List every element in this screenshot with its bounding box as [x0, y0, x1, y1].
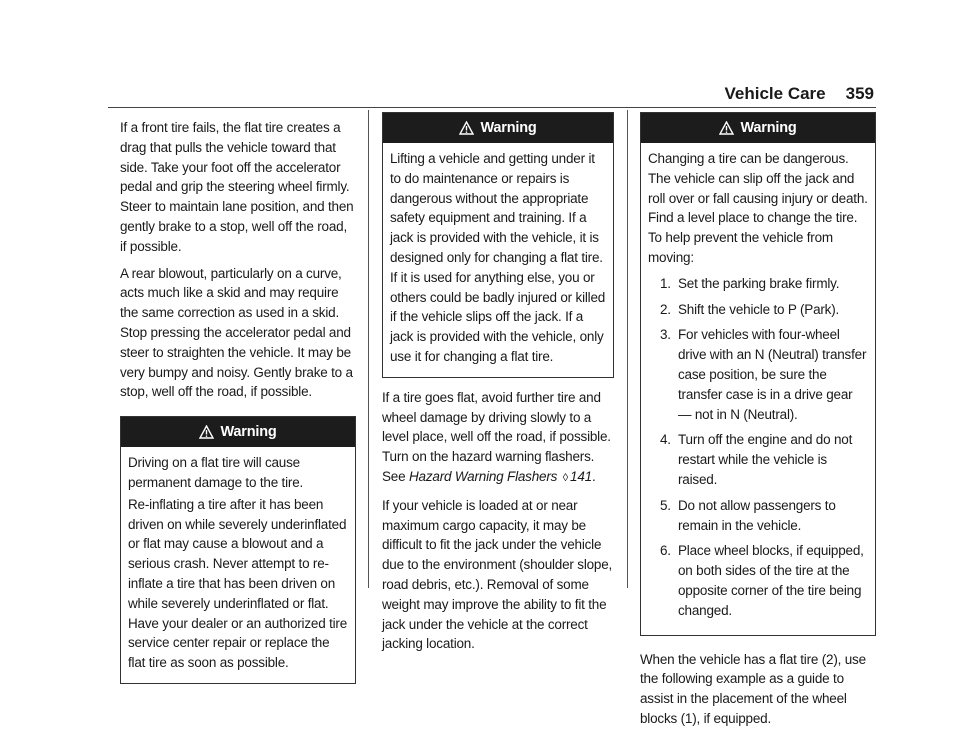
warning-triangle-icon [719, 116, 734, 146]
page-header [725, 84, 875, 104]
warning-body [641, 143, 875, 635]
column-3 [640, 112, 876, 736]
column-divider-2 [627, 110, 628, 588]
column-1 [120, 118, 356, 694]
paragraph-wheel-blocks: When the vehicle has a flat tire (2), use the following example as a guide to assist in the placement of the wheel blocks (1), if equipped. [640, 651, 866, 726]
warning-box-jack [382, 112, 614, 378]
warning-triangle-icon [199, 420, 214, 450]
paragraph-cargo: If your vehicle is loaded at or near maximum cargo capacity, it may be difficult to fit the jack under the vehicle due to the environment (shoulder slope, road debris, etc.). Removal of some weight may improve the ability to fit the jack under the vehicle at the correct jacking location. [382, 497, 613, 652]
list-item: 2. Shift the vehicle to P (Park). [660, 301, 840, 317]
section-title: Vehicle Care [724, 84, 826, 103]
warning-label: Warning [480, 120, 537, 136]
list-item: 3. For vehicles with four-wheel drive with an N (Neutral) transfer case position, be sure the transfer case is in a drive gear — not in N (Neutral). [660, 327, 867, 422]
warning-header [383, 113, 613, 143]
paragraph-front-tire: If a front tire fails, the flat tire creates a drag that pulls the vehicle toward that side. Take your foot off the accelerator pedal and grip the steering wheel firmly. Steer to maintain lane position, and then gently brake to a stop, well off the road, if possible. [120, 120, 354, 254]
warning-box-changing-tire [640, 112, 876, 636]
warning-label: Warning [220, 424, 277, 441]
warning-paragraph: Re-inflating a tire after it has been driven on while severely underinflated or flat may cause a blowout and a serious crash. Never attempt to re-inflate a tire that has been driven on while severely underinflated or flat. Have your dealer or an authorized tire service center repair or replace the flat tire as soon as possible. [128, 496, 348, 671]
list-item: 5. Do not allow passengers to remain in the vehicle. [660, 497, 836, 533]
warning-body [121, 447, 355, 683]
warning-header [641, 113, 875, 143]
column-2 [382, 112, 614, 661]
warning-label: Warning [740, 120, 797, 136]
paragraph-rear-blowout: A rear blowout, particularly on a curve, acts much like a skid and may require the same correction as used in a skid. Stop pressing the accelerator pedal and steer to straighten the vehicle. It may be very bumpy and noisy. Gently brake to a stop, well off the road, if possible. [120, 265, 353, 400]
hazard-flashers-page: 141 [570, 468, 592, 484]
page-reference-icon: ◊ [562, 471, 569, 484]
list-item: 1. Set the parking brake firmly. [660, 275, 840, 291]
warning-box-flat-tire [120, 416, 356, 684]
warning-header [121, 417, 355, 447]
warning-body [383, 143, 613, 377]
column-divider-1 [368, 110, 369, 588]
list-item: 6. Place wheel blocks, if equipped, on both sides of the tire at the opposite corner of the tire being changed. [660, 543, 864, 618]
warning-paragraph: Lifting a vehicle and getting under it to do maintenance or repairs is dangerous without the appropriate safety equipment and training. If a jack is provided with the vehicle, it is designed only for changing a flat tire. If it is used for anything else, you or others could be badly injured or killed if the vehicle slips off the jack. If a jack is provided with the vehicle, only use it for changing a flat tire. [390, 151, 606, 364]
warning-triangle-icon [459, 116, 474, 146]
warning-paragraph: Driving on a flat tire will cause permanent damage to the tire. [128, 455, 304, 490]
paragraph-tire-flat: If a tire goes flat, avoid further tire and wheel damage by driving slowly to a level place, well off the road, if possible. Turn on the hazard warning flashers. See Hazard Warning Flashers ◊ 141. [382, 388, 614, 489]
safety-steps-list [648, 274, 868, 621]
header-rule [108, 107, 876, 108]
hazard-flashers-link[interactable]: Hazard Warning Flashers ◊ 141. [409, 469, 596, 484]
page-number: 359 [845, 84, 874, 103]
warning-intro: Changing a tire can be dangerous. The vehicle can slip off the jack and roll over or fall causing injury or death. Find a level place to change the tire. To help prevent the vehicle from moving: [648, 151, 868, 265]
list-item: 4. Turn off the engine and do not restart while the vehicle is raised. [660, 432, 853, 487]
